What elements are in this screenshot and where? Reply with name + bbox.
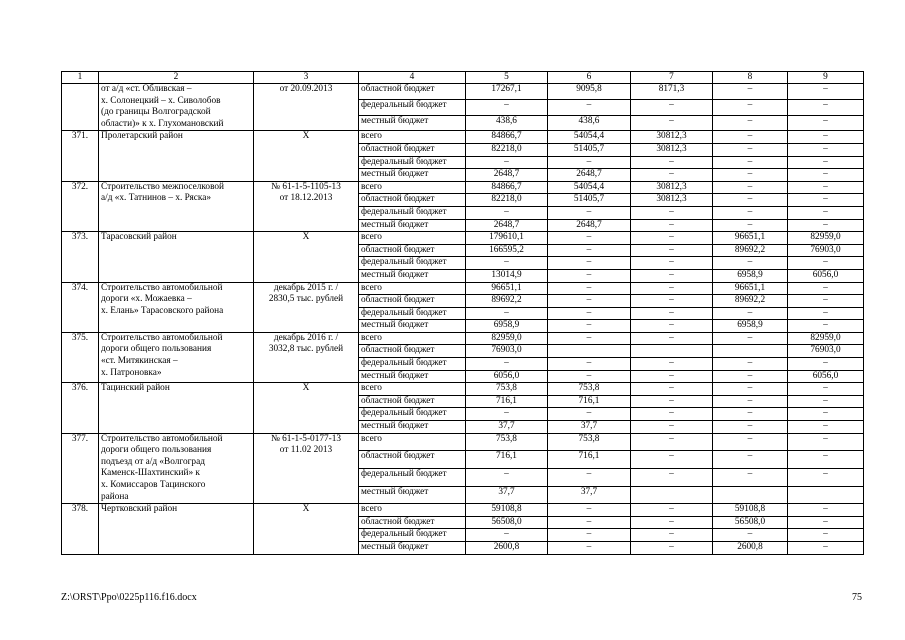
amount-cell: – — [713, 421, 788, 434]
amount-cell: – — [631, 295, 713, 308]
amount-cell: 82959,0 — [788, 232, 864, 245]
amount-cell: 96651,1 — [713, 282, 788, 295]
amount-cell: 96651,1 — [466, 282, 548, 295]
amount-cell: 6056,0 — [788, 370, 864, 383]
amount-cell: – — [548, 244, 631, 257]
amount-cell: 2648,7 — [466, 219, 548, 232]
funding-source: местный бюджет — [359, 115, 466, 131]
amount-cell: – — [788, 219, 864, 232]
amount-cell: – — [631, 468, 713, 486]
amount-cell: – — [788, 451, 864, 469]
amount-cell: 30812,3 — [631, 194, 713, 207]
amount-cell: 166595,2 — [466, 244, 548, 257]
amount-cell: – — [788, 181, 864, 194]
funding-source: местный бюджет — [359, 169, 466, 182]
amount-cell: – — [788, 307, 864, 320]
amount-cell: – — [548, 408, 631, 421]
funding-source: федеральный бюджет — [359, 99, 466, 115]
table-row — [62, 433, 864, 451]
amount-cell: – — [548, 156, 631, 169]
object-name: Строительство автомобильной дороги общего пользования «ст. Митякинская – х. Патроновка» — [99, 332, 254, 382]
document-ref: № 61-1-5-0177-13 от 11.02 2013 — [254, 433, 359, 504]
amount-cell: – — [548, 307, 631, 320]
amount-cell: 30812,3 — [631, 181, 713, 194]
amount-cell: – — [788, 408, 864, 421]
table-row — [62, 282, 864, 295]
column-header: 3 — [254, 72, 359, 84]
amount-cell: – — [788, 395, 864, 408]
amount-cell: – — [788, 206, 864, 219]
funding-source: местный бюджет — [359, 320, 466, 333]
amount-cell: 6056,0 — [466, 370, 548, 383]
amount-cell: – — [788, 320, 864, 333]
amount-cell: – — [548, 269, 631, 282]
amount-cell: – — [713, 332, 788, 345]
amount-cell: 59108,8 — [713, 504, 788, 517]
amount-cell: – — [788, 529, 864, 542]
amount-cell: – — [631, 370, 713, 383]
amount-cell: – — [713, 181, 788, 194]
object-name: Пролетарский район — [99, 131, 254, 181]
object-name: от а/д «ст. Обливская – х. Солонецкий – х. Сиволобов (до границы Волгоградской области)» к х. Глухомановский — [99, 84, 254, 131]
funding-source: областной бюджет — [359, 143, 466, 156]
amount-cell: – — [631, 307, 713, 320]
amount-cell: – — [713, 115, 788, 131]
table-row — [62, 84, 864, 100]
amount-cell: – — [631, 529, 713, 542]
amount-cell: – — [788, 282, 864, 295]
amount-cell: 51405,7 — [548, 194, 631, 207]
amount-cell: – — [548, 232, 631, 245]
amount-cell: – — [631, 516, 713, 529]
amount-cell: 76903,0 — [466, 345, 548, 358]
row-number: 372. — [62, 181, 99, 231]
amount-cell: – — [548, 295, 631, 308]
amount-cell: 17267,1 — [466, 84, 548, 100]
funding-source: всего — [359, 504, 466, 517]
amount-cell: 8171,3 — [631, 84, 713, 100]
row-number: 374. — [62, 282, 99, 332]
table-row — [62, 181, 864, 194]
amount-cell: – — [788, 541, 864, 554]
funding-source: областной бюджет — [359, 194, 466, 207]
funding-source: областной бюджет — [359, 84, 466, 100]
column-header: 5 — [466, 72, 548, 84]
amount-cell: – — [631, 244, 713, 257]
amount-cell: – — [713, 370, 788, 383]
amount-cell: – — [631, 269, 713, 282]
amount-cell: 753,8 — [466, 433, 548, 451]
column-header: 2 — [99, 72, 254, 84]
funding-source: всего — [359, 282, 466, 295]
amount-cell: – — [713, 84, 788, 100]
row-number: 371. — [62, 131, 99, 181]
amount-cell: – — [548, 332, 631, 345]
funding-source: областной бюджет — [359, 395, 466, 408]
funding-source: федеральный бюджет — [359, 529, 466, 542]
amount-cell: – — [466, 468, 548, 486]
amount-cell: 2648,7 — [548, 169, 631, 182]
amount-cell: – — [788, 99, 864, 115]
funding-source: местный бюджет — [359, 421, 466, 434]
amount-cell: – — [713, 143, 788, 156]
row-number: 376. — [62, 383, 99, 433]
amount-cell: – — [631, 433, 713, 451]
funding-source: всего — [359, 131, 466, 144]
amount-cell: – — [788, 421, 864, 434]
amount-cell: 37,7 — [466, 421, 548, 434]
amount-cell: – — [548, 370, 631, 383]
amount-cell — [713, 345, 788, 358]
funding-source: федеральный бюджет — [359, 206, 466, 219]
amount-cell: – — [466, 156, 548, 169]
amount-cell: 76903,0 — [788, 345, 864, 358]
amount-cell: 37,7 — [466, 486, 548, 504]
amount-cell: – — [631, 451, 713, 469]
amount-cell: – — [788, 257, 864, 270]
amount-cell: – — [788, 156, 864, 169]
amount-cell: 716,1 — [466, 395, 548, 408]
amount-cell: – — [713, 99, 788, 115]
amount-cell: 716,1 — [548, 451, 631, 469]
funding-source: всего — [359, 383, 466, 396]
page-number: 75 — [852, 592, 862, 603]
funding-source: областной бюджет — [359, 516, 466, 529]
amount-cell — [548, 345, 631, 358]
amount-cell: – — [466, 99, 548, 115]
amount-cell: 6958,9 — [466, 320, 548, 333]
amount-cell: 54054,4 — [548, 131, 631, 144]
funding-source: всего — [359, 332, 466, 345]
funding-source: федеральный бюджет — [359, 156, 466, 169]
amount-cell: – — [548, 504, 631, 517]
amount-cell: – — [631, 257, 713, 270]
amount-cell: – — [788, 143, 864, 156]
amount-cell: – — [713, 451, 788, 469]
funding-source: областной бюджет — [359, 244, 466, 257]
amount-cell: – — [631, 169, 713, 182]
amount-cell: – — [713, 206, 788, 219]
amount-cell: 76903,0 — [788, 244, 864, 257]
amount-cell: – — [713, 529, 788, 542]
table-row — [62, 232, 864, 245]
amount-cell: 753,8 — [466, 383, 548, 396]
header-row — [62, 72, 864, 84]
amount-cell: – — [548, 282, 631, 295]
document-ref: от 20.09.2013 — [254, 84, 359, 131]
column-header: 7 — [631, 72, 713, 84]
amount-cell: 30812,3 — [631, 131, 713, 144]
amount-cell: 2600,8 — [713, 541, 788, 554]
amount-cell: 51405,7 — [548, 143, 631, 156]
document-ref: № 61-1-5-1105-13 от 18.12.2013 — [254, 181, 359, 231]
amount-cell: 56508,0 — [466, 516, 548, 529]
column-header: 4 — [359, 72, 466, 84]
amount-cell: – — [631, 115, 713, 131]
amount-cell: – — [548, 529, 631, 542]
amount-cell: – — [713, 131, 788, 144]
amount-cell: 84866,7 — [466, 181, 548, 194]
funding-source: местный бюджет — [359, 486, 466, 504]
amount-cell: 6958,9 — [713, 269, 788, 282]
amount-cell: – — [548, 468, 631, 486]
amount-cell: 438,6 — [548, 115, 631, 131]
table-row — [62, 131, 864, 144]
amount-cell: 716,1 — [466, 451, 548, 469]
amount-cell: – — [713, 156, 788, 169]
amount-cell: 89692,2 — [713, 244, 788, 257]
amount-cell: – — [788, 84, 864, 100]
amount-cell: – — [788, 194, 864, 207]
amount-cell: – — [631, 99, 713, 115]
funding-source: федеральный бюджет — [359, 257, 466, 270]
amount-cell: – — [713, 468, 788, 486]
amount-cell: 2600,8 — [466, 541, 548, 554]
amount-cell: – — [788, 383, 864, 396]
amount-cell: – — [631, 358, 713, 371]
amount-cell: – — [713, 358, 788, 371]
amount-cell: – — [548, 206, 631, 219]
amount-cell: – — [631, 206, 713, 219]
amount-cell: – — [631, 219, 713, 232]
funding-source: местный бюджет — [359, 370, 466, 383]
funding-source: областной бюджет — [359, 451, 466, 469]
amount-cell: 9095,8 — [548, 84, 631, 100]
amount-cell: 37,7 — [548, 486, 631, 504]
amount-cell: – — [631, 421, 713, 434]
column-header: 8 — [713, 72, 788, 84]
amount-cell: 84866,7 — [466, 131, 548, 144]
amount-cell: 438,6 — [466, 115, 548, 131]
amount-cell: – — [631, 541, 713, 554]
amount-cell: 82959,0 — [788, 332, 864, 345]
amount-cell — [788, 486, 864, 504]
amount-cell: – — [631, 282, 713, 295]
budget-table — [61, 71, 864, 555]
amount-cell: – — [788, 115, 864, 131]
funding-source: местный бюджет — [359, 219, 466, 232]
object-name: Тарасовский район — [99, 232, 254, 282]
amount-cell: – — [466, 408, 548, 421]
table-row — [62, 504, 864, 517]
amount-cell: – — [548, 516, 631, 529]
funding-source: местный бюджет — [359, 541, 466, 554]
column-header: 6 — [548, 72, 631, 84]
amount-cell: – — [631, 395, 713, 408]
table-body — [62, 84, 864, 555]
amount-cell: – — [466, 358, 548, 371]
amount-cell: – — [466, 206, 548, 219]
amount-cell: 82218,0 — [466, 143, 548, 156]
row-number: 375. — [62, 332, 99, 382]
amount-cell: – — [713, 219, 788, 232]
document-ref: X — [254, 383, 359, 433]
amount-cell: 13014,9 — [466, 269, 548, 282]
document-ref: X — [254, 131, 359, 181]
amount-cell: 59108,8 — [466, 504, 548, 517]
funding-source: федеральный бюджет — [359, 468, 466, 486]
amount-cell: 89692,2 — [713, 295, 788, 308]
funding-source: федеральный бюджет — [359, 307, 466, 320]
document-ref: X — [254, 504, 359, 554]
table-row — [62, 332, 864, 345]
amount-cell: 54054,4 — [548, 181, 631, 194]
amount-cell: 37,7 — [548, 421, 631, 434]
document-ref: декабрь 2016 г. / 3032,8 тыс. рублей — [254, 332, 359, 382]
amount-cell: – — [548, 99, 631, 115]
funding-source: всего — [359, 181, 466, 194]
amount-cell: – — [713, 169, 788, 182]
amount-cell: 96651,1 — [713, 232, 788, 245]
funding-source: федеральный бюджет — [359, 408, 466, 421]
amount-cell: – — [631, 232, 713, 245]
object-name: Строительство автомобильной дороги «х. Можаевка – х. Елань» Тарасовского района — [99, 282, 254, 332]
amount-cell: 6958,9 — [713, 320, 788, 333]
amount-cell: – — [788, 358, 864, 371]
amount-cell: – — [466, 529, 548, 542]
amount-cell: – — [631, 332, 713, 345]
row-number: 377. — [62, 433, 99, 504]
amount-cell — [631, 486, 713, 504]
amount-cell: 753,8 — [548, 433, 631, 451]
amount-cell: 753,8 — [548, 383, 631, 396]
object-name: Тацинский район — [99, 383, 254, 433]
amount-cell: – — [713, 433, 788, 451]
amount-cell: 89692,2 — [466, 295, 548, 308]
amount-cell: 716,1 — [548, 395, 631, 408]
amount-cell: – — [788, 504, 864, 517]
funding-source: областной бюджет — [359, 345, 466, 358]
amount-cell: – — [788, 131, 864, 144]
row-number — [62, 84, 99, 131]
amount-cell: – — [788, 516, 864, 529]
amount-cell — [631, 345, 713, 358]
funding-source: областной бюджет — [359, 295, 466, 308]
amount-cell: – — [713, 408, 788, 421]
amount-cell: 2648,7 — [466, 169, 548, 182]
object-name: Строительство межпоселковой а/д «х. Татнинов – х. Ряска» — [99, 181, 254, 231]
amount-cell: – — [466, 307, 548, 320]
amount-cell: 2648,7 — [548, 219, 631, 232]
amount-cell: – — [713, 383, 788, 396]
amount-cell: 6056,0 — [788, 269, 864, 282]
amount-cell: – — [548, 541, 631, 554]
amount-cell: – — [631, 383, 713, 396]
funding-source: всего — [359, 232, 466, 245]
table-row — [62, 383, 864, 396]
footer-file-path: Z:\ORST\Ppo\0225p116.f16.docx — [61, 592, 197, 603]
amount-cell: – — [788, 295, 864, 308]
amount-cell: – — [548, 320, 631, 333]
funding-source: федеральный бюджет — [359, 358, 466, 371]
column-header: 1 — [62, 72, 99, 84]
amount-cell: 56508,0 — [713, 516, 788, 529]
amount-cell: – — [631, 156, 713, 169]
amount-cell: 82959,0 — [466, 332, 548, 345]
column-header: 9 — [788, 72, 864, 84]
amount-cell: – — [713, 194, 788, 207]
object-name: Строительство автомобильной дороги общего пользования подъезд от а/д «Волгоград Каменск-Шахтинский» к х. Комиссаров Тацинского района — [99, 433, 254, 504]
object-name: Чертковский район — [99, 504, 254, 554]
amount-cell: 82218,0 — [466, 194, 548, 207]
amount-cell: – — [466, 257, 548, 270]
amount-cell: – — [788, 169, 864, 182]
amount-cell: – — [631, 408, 713, 421]
amount-cell: 30812,3 — [631, 143, 713, 156]
amount-cell: – — [548, 358, 631, 371]
funding-source: всего — [359, 433, 466, 451]
amount-cell: – — [713, 395, 788, 408]
amount-cell: 179610,1 — [466, 232, 548, 245]
amount-cell: – — [548, 257, 631, 270]
row-number: 373. — [62, 232, 99, 282]
amount-cell: – — [631, 504, 713, 517]
amount-cell: – — [713, 257, 788, 270]
amount-cell: – — [713, 307, 788, 320]
amount-cell — [713, 486, 788, 504]
document-ref: декабрь 2015 г. / 2830,5 тыс. рублей — [254, 282, 359, 332]
amount-cell: – — [631, 320, 713, 333]
document-ref: X — [254, 232, 359, 282]
funding-source: местный бюджет — [359, 269, 466, 282]
amount-cell: – — [788, 433, 864, 451]
amount-cell: – — [788, 468, 864, 486]
row-number: 378. — [62, 504, 99, 554]
